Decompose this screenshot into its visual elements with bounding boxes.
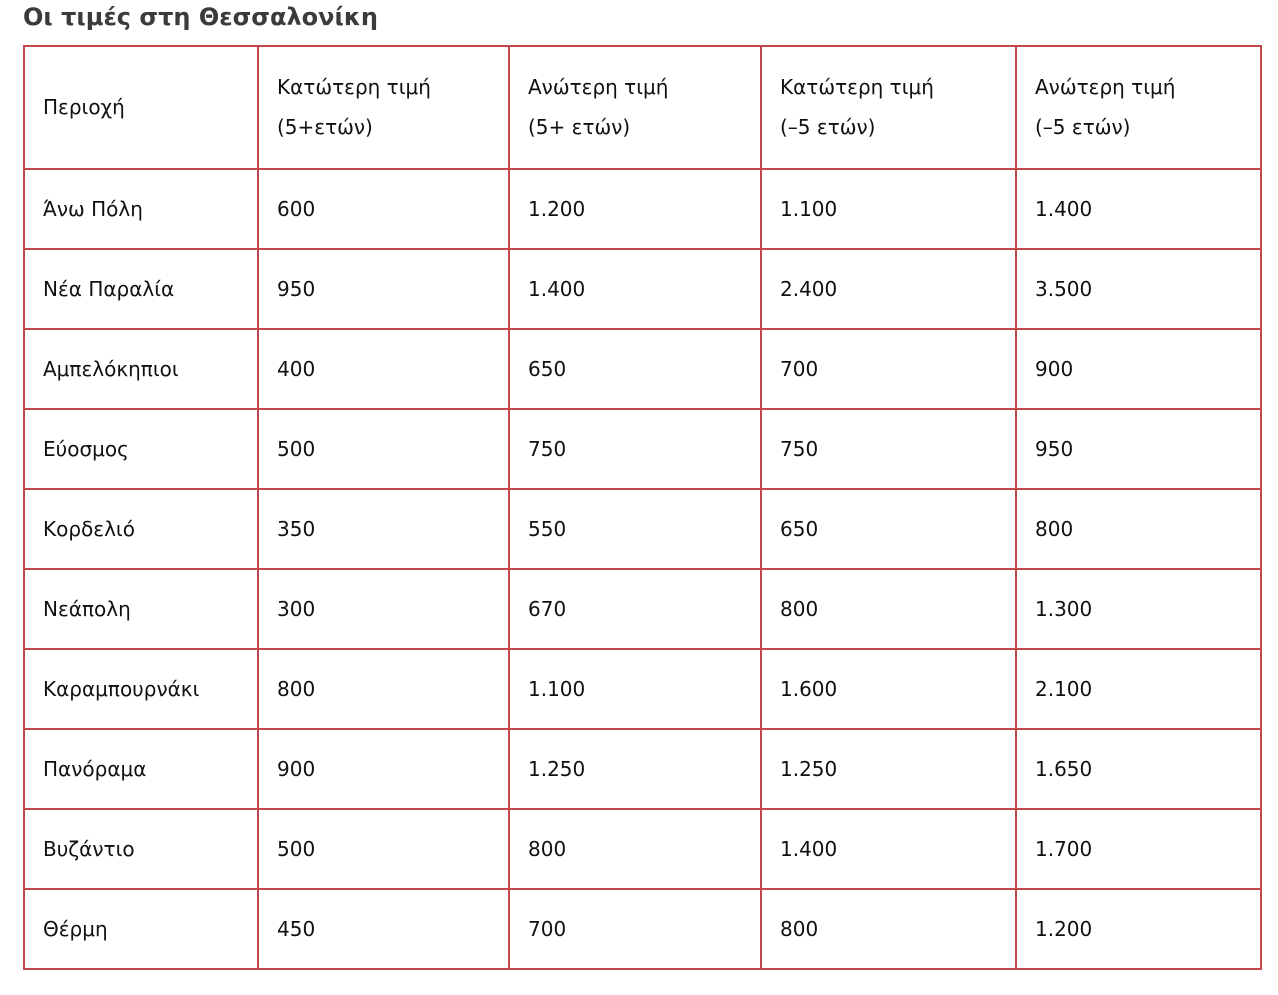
price-cell: 300: [258, 569, 509, 649]
table-row: [24, 889, 1261, 969]
price-cell: 1.400: [761, 809, 1016, 889]
column-header-line1: Ανώτερη τιμή: [528, 75, 669, 100]
column-header-line1: Ανώτερη τιμή: [1035, 75, 1176, 100]
table-row: [24, 569, 1261, 649]
column-header-area: [24, 46, 258, 169]
price-cell: 900: [1016, 329, 1261, 409]
price-cell: 800: [1016, 489, 1261, 569]
table-row: [24, 409, 1261, 489]
price-cell: 800: [761, 889, 1016, 969]
price-cell: 1.200: [1016, 889, 1261, 969]
column-header-line2: (–5 ετών): [1035, 115, 1131, 140]
price-cell: 550: [509, 489, 761, 569]
area-cell: Καραμπουρνάκι: [24, 649, 258, 729]
price-cell: 2.100: [1016, 649, 1261, 729]
column-header-max-5plus: [509, 46, 761, 169]
price-cell: 1.650: [1016, 729, 1261, 809]
price-cell: 750: [509, 409, 761, 489]
price-cell: 1.600: [761, 649, 1016, 729]
price-cell: 500: [258, 809, 509, 889]
price-cell: 700: [509, 889, 761, 969]
price-cell: 700: [761, 329, 1016, 409]
column-header-line2: (5+ετών): [277, 115, 373, 140]
table-row: [24, 649, 1261, 729]
price-cell: 650: [761, 489, 1016, 569]
table-row: [24, 329, 1261, 409]
table-row: [24, 489, 1261, 569]
table-row: [24, 729, 1261, 809]
price-cell: 1.700: [1016, 809, 1261, 889]
table-row: [24, 809, 1261, 889]
price-cell: 450: [258, 889, 509, 969]
price-cell: 1.250: [761, 729, 1016, 809]
page-title: Οι τιμές στη Θεσσαλονίκη: [23, 3, 378, 31]
price-cell: 1.200: [509, 169, 761, 249]
area-cell: Κορδελιό: [24, 489, 258, 569]
price-cell: 1.400: [509, 249, 761, 329]
column-header-min-5plus: [258, 46, 509, 169]
column-header-line2: (5+ ετών): [528, 115, 631, 140]
area-cell: Νεάπολη: [24, 569, 258, 649]
price-cell: 800: [509, 809, 761, 889]
column-header-line1: Κατώτερη τιμή: [780, 75, 934, 100]
price-cell: 1.400: [1016, 169, 1261, 249]
price-cell: 1.250: [509, 729, 761, 809]
table-header: [24, 46, 1261, 169]
price-cell: 3.500: [1016, 249, 1261, 329]
area-cell: Αμπελόκηπιοι: [24, 329, 258, 409]
price-cell: 750: [761, 409, 1016, 489]
table-row: [24, 249, 1261, 329]
price-cell: 1.100: [509, 649, 761, 729]
price-cell: 1.100: [761, 169, 1016, 249]
price-cell: 800: [761, 569, 1016, 649]
price-cell: 950: [258, 249, 509, 329]
price-table: [23, 45, 1262, 970]
area-cell: Βυζάντιο: [24, 809, 258, 889]
area-cell: Πανόραμα: [24, 729, 258, 809]
header-row: [24, 46, 1261, 169]
price-cell: 1.300: [1016, 569, 1261, 649]
area-cell: Θέρμη: [24, 889, 258, 969]
table-body: [24, 169, 1261, 969]
column-header-line1: Κατώτερη τιμή: [277, 75, 431, 100]
area-cell: Άνω Πόλη: [24, 169, 258, 249]
table-row: [24, 169, 1261, 249]
column-header-line1: Περιοχή: [43, 95, 125, 120]
price-cell: 950: [1016, 409, 1261, 489]
price-cell: 650: [509, 329, 761, 409]
price-cell: 600: [258, 169, 509, 249]
price-cell: 800: [258, 649, 509, 729]
area-cell: Νέα Παραλία: [24, 249, 258, 329]
area-cell: Εύοσμος: [24, 409, 258, 489]
price-cell: 400: [258, 329, 509, 409]
price-cell: 900: [258, 729, 509, 809]
column-header-min-under5: [761, 46, 1016, 169]
column-header-max-under5: [1016, 46, 1261, 169]
price-cell: 2.400: [761, 249, 1016, 329]
column-header-line2: (–5 ετών): [780, 115, 876, 140]
price-cell: 350: [258, 489, 509, 569]
price-cell: 670: [509, 569, 761, 649]
price-cell: 500: [258, 409, 509, 489]
